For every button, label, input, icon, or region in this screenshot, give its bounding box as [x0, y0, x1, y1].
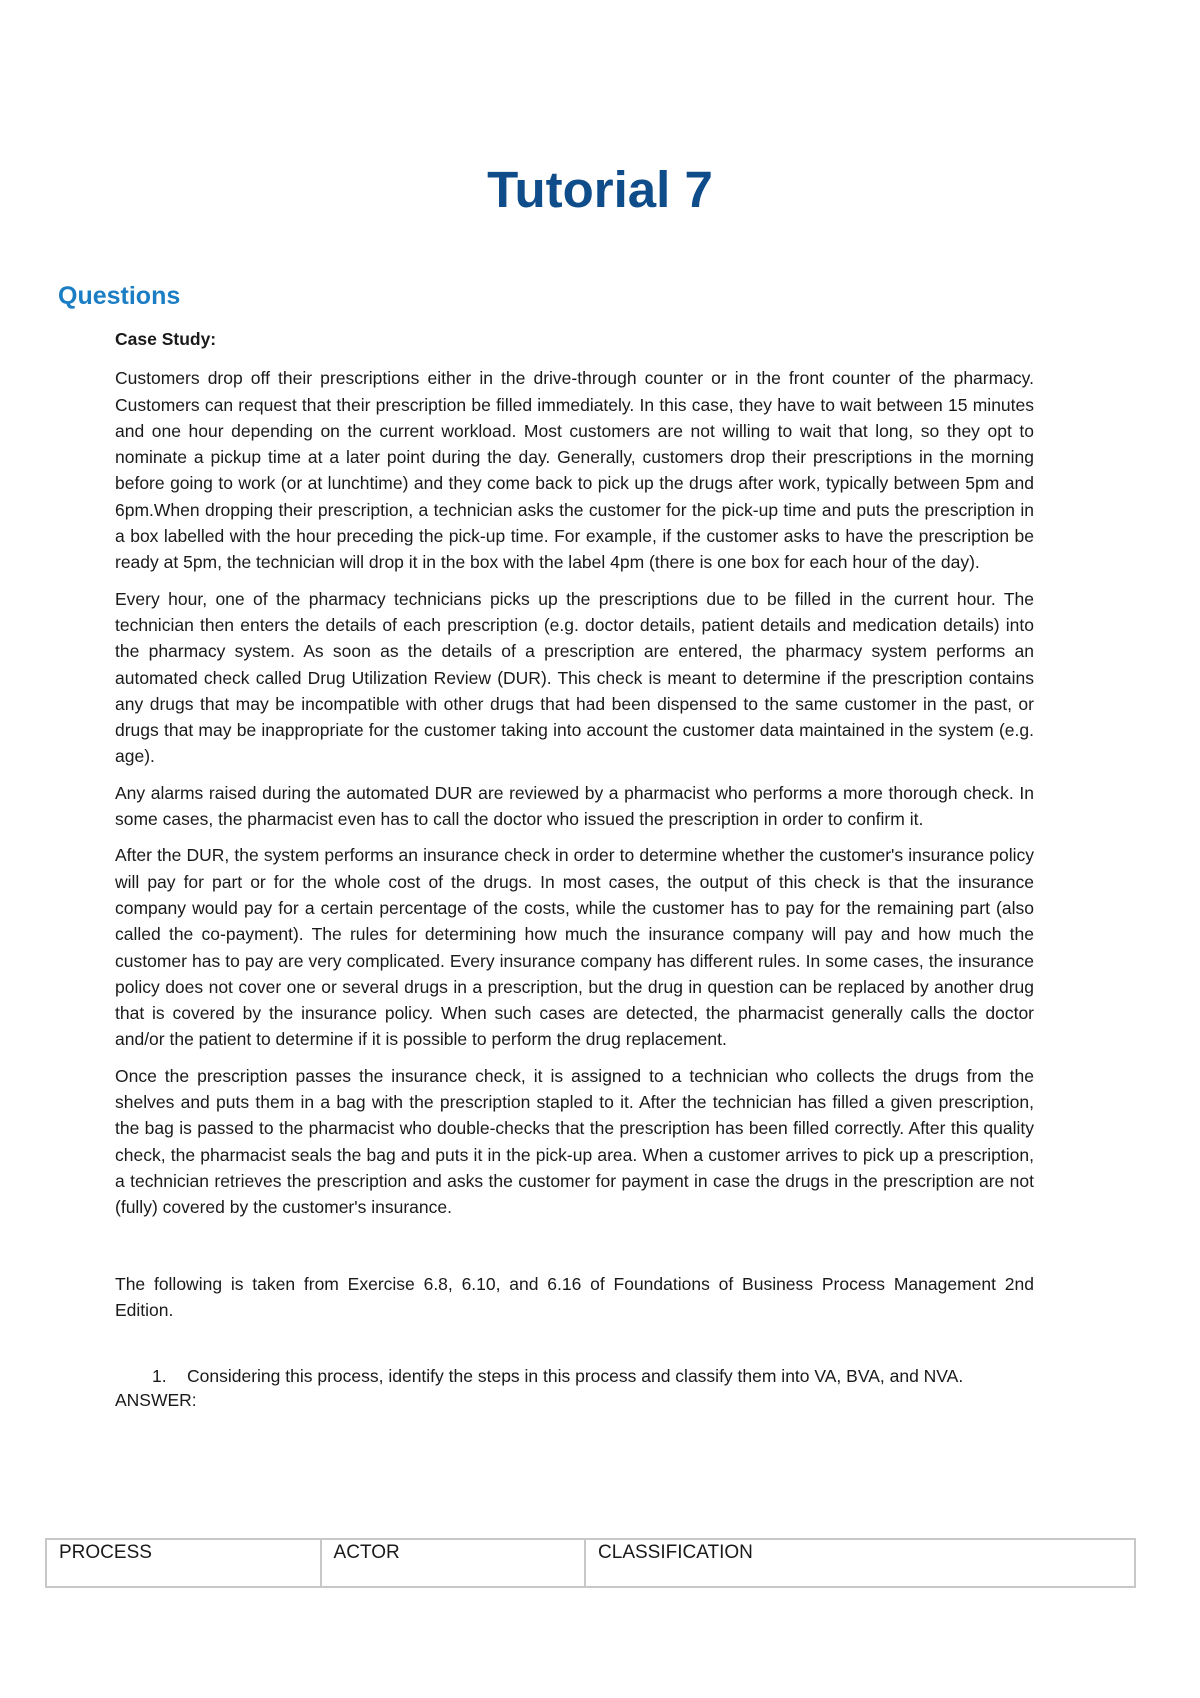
case-study-label: Case Study:	[115, 329, 217, 349]
paragraph-3: Any alarms raised during the automated DUR are reviewed by a pharmacist who performs a more thorough check. In some cases, the pharmacist even has to call the doctor who issued the prescription in order to confirm it.	[115, 782, 1034, 830]
question-text: Considering this process, identify the steps in this process and classify them into VA, BVA, and NVA.	[187, 1366, 964, 1387]
answer-table-header-row	[46, 1539, 1135, 1587]
header-process: PROCESS	[46, 1539, 321, 1587]
paragraph-4: After the DUR, the system performs an insurance check in order to determine whether the customer's insurance policy will pay for part or for the whole cost of the drugs. In most cases, the output of this check is that the insurance company would pay for a certain percentage of the costs, while the customer has to pay for the remaining part (also called the co-payment). The rules for determining how much the insurance company will pay and how much the customer has to pay are very complicated. Every insurance company has different rules. In some cases, the insurance policy does not cover one or several drugs in a prescription, but the drug in question can be replaced by another drug that is covered by the insurance policy. When such cases are detected, the pharmacist generally calls the doctor and/or the patient to determine if it is possible to perform the drug replacement.	[115, 845, 1034, 1050]
paragraph-1: Customers drop off their prescriptions either in the drive-through counter or in the front counter of the pharmacy. Customers can request that their prescription be filled immediately. In this case, they have to wait between 15 minutes and one hour depending on the current workload. Most customers are not willing to wait that long, so they opt to nominate a pickup time at a later point during the day. Generally, customers drop their prescriptions in the morning before going to work (or at lunchtime) and they come back to pick up the drugs after work, typically between 5pm and 6pm.When dropping their prescription, a technician asks the customer for the pick-up time and puts the prescription in a box labelled with the hour preceding the pick-up time. For example, if the customer asks to have the prescription be ready at 5pm, the technician will drop it in the box with the label 4pm (there is one box for each hour of the day).	[115, 368, 1034, 573]
section-heading-questions: Questions	[58, 282, 181, 310]
answer-table	[45, 1538, 1136, 1588]
page-title: Tutorial 7	[487, 161, 713, 218]
header-actor: ACTOR	[321, 1539, 586, 1587]
paragraph-5: Once the prescription passes the insurance check, it is assigned to a technician who collects the drugs from the shelves and puts them in a bag with the prescription stapled to it. After the technician has filled a given prescription, the bag is passed to the pharmacist who double-checks that the prescription has been filled correctly. After this quality check, the pharmacist seals the bag and puts it in the pick-up area. When a customer arrives to pick up a prescription, a technician retrieves the prescription and asks the customer for payment in case the drugs in the prescription are not (fully) covered by the customer's insurance.	[115, 1065, 1034, 1218]
answer-label: ANSWER:	[115, 1390, 197, 1411]
question-number: 1.	[152, 1366, 167, 1387]
header-classification: CLASSIFICATION	[585, 1539, 1135, 1587]
paragraph-2: Every hour, one of the pharmacy technicians picks up the prescriptions due to be filled in the current hour. The technician then enters the details of each prescription (e.g. doctor details, patient details and medication details) into the pharmacy system. As soon as the details of a prescription are entered, the pharmacy system performs an automated check called Drug Utilization Review (DUR). This check is meant to determine if the prescription contains any drugs that may be incompatible with other drugs that had been dispensed to the same customer in the past, or drugs that may be inappropriate for the customer taking into account the customer data maintained in the system (e.g. age).	[115, 588, 1034, 767]
reference-note: The following is taken from Exercise 6.8, 6.10, and 6.16 of Foundations of Business Process Management 2nd Edition.	[115, 1273, 1034, 1320]
document-body	[115, 326, 1034, 1421]
question-1	[152, 1363, 1034, 1389]
